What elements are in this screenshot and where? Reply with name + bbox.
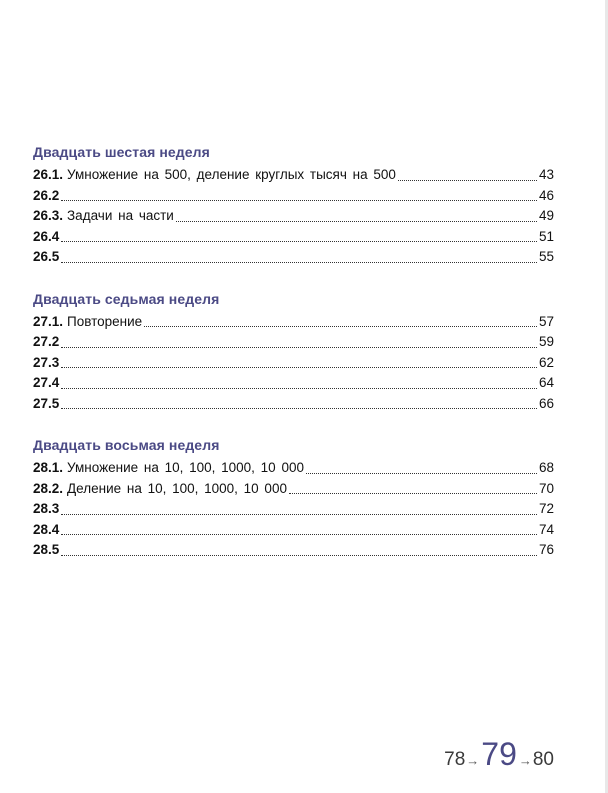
next-page-number: 80: [532, 749, 554, 770]
entry-title: Повторение: [67, 313, 143, 329]
toc-entry[interactable]: [33, 540, 554, 561]
entry-page-number: 51: [538, 228, 554, 244]
toc-entry[interactable]: [33, 247, 554, 268]
entry-page-number: 62: [538, 354, 554, 370]
dot-leader: [289, 493, 537, 494]
entry-page-number: 72: [538, 501, 554, 516]
toc-entry[interactable]: [33, 332, 554, 353]
entry-page-number: 64: [538, 375, 554, 390]
dot-leader: [176, 221, 537, 222]
dot-leader: [61, 514, 537, 515]
entry-page-number: 68: [538, 460, 554, 475]
toc-entry[interactable]: [33, 353, 554, 374]
entry-number: 27.4: [33, 375, 60, 390]
entry-number: 27.1.: [33, 313, 64, 329]
toc-entry[interactable]: [33, 458, 554, 479]
entry-title: Умножение на 500, деление круглых тысяч на 500: [67, 167, 396, 182]
section-title: Двадцать седьмая неделя: [33, 290, 220, 307]
toc-section: [33, 290, 554, 415]
entry-page-number: 66: [538, 395, 554, 411]
entry-page-number: 76: [538, 542, 554, 557]
entry-number: 26.4: [33, 228, 60, 244]
entry-page-number: 70: [538, 480, 554, 496]
dot-leader: [61, 200, 537, 201]
entry-number: 28.4: [33, 521, 60, 537]
entry-page-number: 55: [538, 249, 554, 264]
entry-page-number: 59: [538, 334, 554, 349]
arrow-right-icon: →: [466, 753, 480, 768]
entry-number: 28.1.: [33, 460, 64, 475]
entry-page-number: 49: [538, 208, 554, 223]
toc-entry[interactable]: [33, 227, 554, 248]
dot-leader: [61, 555, 537, 556]
section-title: Двадцать восьмая неделя: [33, 437, 220, 453]
dot-leader: [398, 180, 537, 181]
toc-entry[interactable]: [33, 206, 554, 227]
dot-leader: [61, 347, 537, 348]
entry-page-number: 46: [538, 187, 554, 203]
toc-entry[interactable]: [33, 499, 554, 520]
entry-page-number: 74: [538, 521, 554, 537]
entry-number: 28.3: [33, 501, 60, 516]
section-title: Двадцать шестая неделя: [33, 144, 210, 160]
entry-title: Задачи на части: [67, 208, 174, 223]
toc-entry[interactable]: [33, 520, 554, 541]
entry-number: 28.5: [33, 542, 60, 557]
dot-leader: [61, 534, 537, 535]
toc-entry[interactable]: [33, 312, 554, 333]
entry-number: 26.2: [33, 187, 60, 203]
dot-leader: [61, 388, 537, 389]
entry-title: Деление на 10, 100, 1000, 10 000: [67, 480, 287, 496]
dot-leader: [61, 408, 537, 409]
toc-entry[interactable]: [33, 394, 554, 415]
dot-leader: [61, 241, 537, 242]
previous-page-number: 78: [444, 749, 466, 770]
entry-title: Умножение на 10, 100, 1000, 10 000: [67, 460, 304, 475]
dot-leader: [144, 326, 537, 327]
dot-leader: [61, 367, 537, 368]
toc-section: [33, 143, 554, 268]
toc-entry[interactable]: [33, 373, 554, 394]
table-of-contents: [33, 143, 554, 583]
toc-entry[interactable]: [33, 479, 554, 500]
entry-number: 27.5: [33, 395, 60, 411]
entry-number: 28.2.: [33, 480, 64, 496]
entry-page-number: 57: [538, 313, 554, 329]
dot-leader: [61, 262, 537, 263]
entry-number: 26.3.: [33, 208, 64, 223]
toc-entry[interactable]: [33, 186, 554, 207]
current-page-number: 79: [481, 736, 517, 772]
entry-number: 26.1.: [33, 167, 64, 182]
arrow-right-icon: →: [518, 753, 532, 768]
dot-leader: [306, 473, 537, 474]
toc-entry[interactable]: [33, 165, 554, 186]
entry-number: 26.5: [33, 249, 60, 264]
page-navigation: [444, 736, 554, 773]
entry-number: 27.2: [33, 334, 60, 349]
entry-number: 27.3: [33, 354, 60, 370]
toc-section: [33, 436, 554, 561]
entry-page-number: 43: [538, 167, 554, 182]
